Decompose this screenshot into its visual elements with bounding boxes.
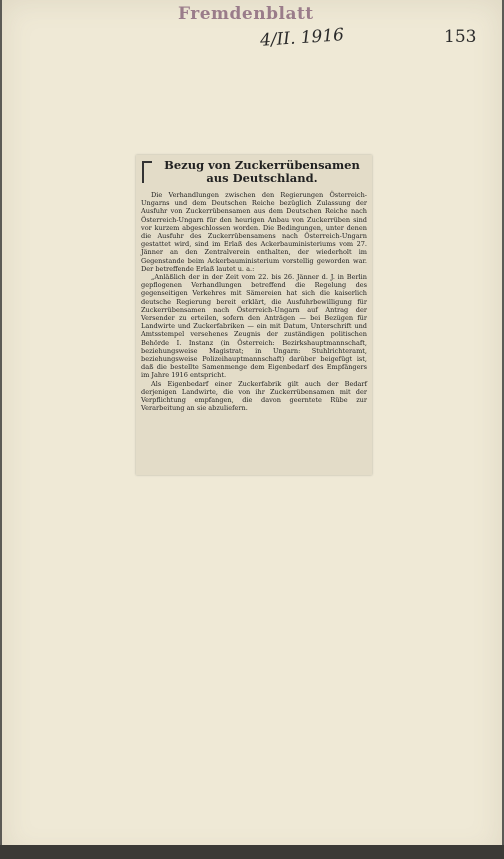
handwritten-date: 4/II. 1916 bbox=[259, 25, 345, 51]
article-title: Bezug von Zuckerrübensamen aus Deutschland. bbox=[164, 158, 360, 185]
newspaper-clipping bbox=[136, 155, 372, 475]
article-paragraph-3: Als Eigenbedarf einer Zuckerfabrik gilt auch der Bedarf derjenigen Landwirte, die von ihr Zuckerrübensamen mit der Verpflichtung empfangen, die davon geerntete Rübe zur Verarbeitung an sie abzuliefern. bbox=[141, 379, 367, 413]
archive-page bbox=[2, 0, 502, 857]
article-paragraph-1: Die Verhandlungen zwischen den Regierungen Österreich-Ungarns und dem Deutschen Reiche bezüglich Zulassung der Ausfuhr von Zuckerrübensamen aus dem Deutschen Reiche nach Österreich-Ungarn für den heurigen Anbau von Zuckerrüben sind vor kurzem abgeschlossen worden. Die Bedingungen, unter denen die Ausfuhr des Zuckerrübensamens nach Österreich-Ungarn gestattet wird, sind im Erlaß des Ackerbauministeriums vom 27. Jänner an den Zentralverein enthalten, der wiederholt im Gegenstande beim Ackerbauministerium vorstellig geworden war. Der betreffende Erlaß lautet u. a.: bbox=[141, 191, 367, 273]
page-number: 153 bbox=[444, 27, 477, 47]
bracket-mark bbox=[142, 161, 152, 183]
scan-edge bbox=[0, 845, 504, 859]
article-paragraph-2: „Anläßlich der in der Zeit vom 22. bis 26. Jänner d. J. in Berlin gepflogenen Verhandlungen betreffend die Regelung des gegenseitigen Verkehres mit Sämereien hat sich die kaiserlich deutsche Regierung bereit erklärt, die Ausfuhrbewilligung für Zuckerrübensamen nach Österreich-Ungarn auf Antrag der Versender zu erteilen, sofern den Anträgen — bei Bezügen für Landwirte und Zuckerfabriken — ein mit Datum, Unterschrift und Amtsstempel versehenes Zeugnis der zuständigen politischen Behörde I. Instanz (in Österreich: Bezirkshauptmannschaft, beziehungsweise Magistrat; in Ungarn: Stuhlrichteramt, beziehungsweise Polizeihauptmannschaft) darüber beigefügt ist, daß die bestellte Samenmenge dem Eigenbedarf des Empfängers im Jahre 1916 entspricht. bbox=[141, 273, 367, 380]
newspaper-stamp: Fremdenblatt bbox=[178, 4, 314, 24]
